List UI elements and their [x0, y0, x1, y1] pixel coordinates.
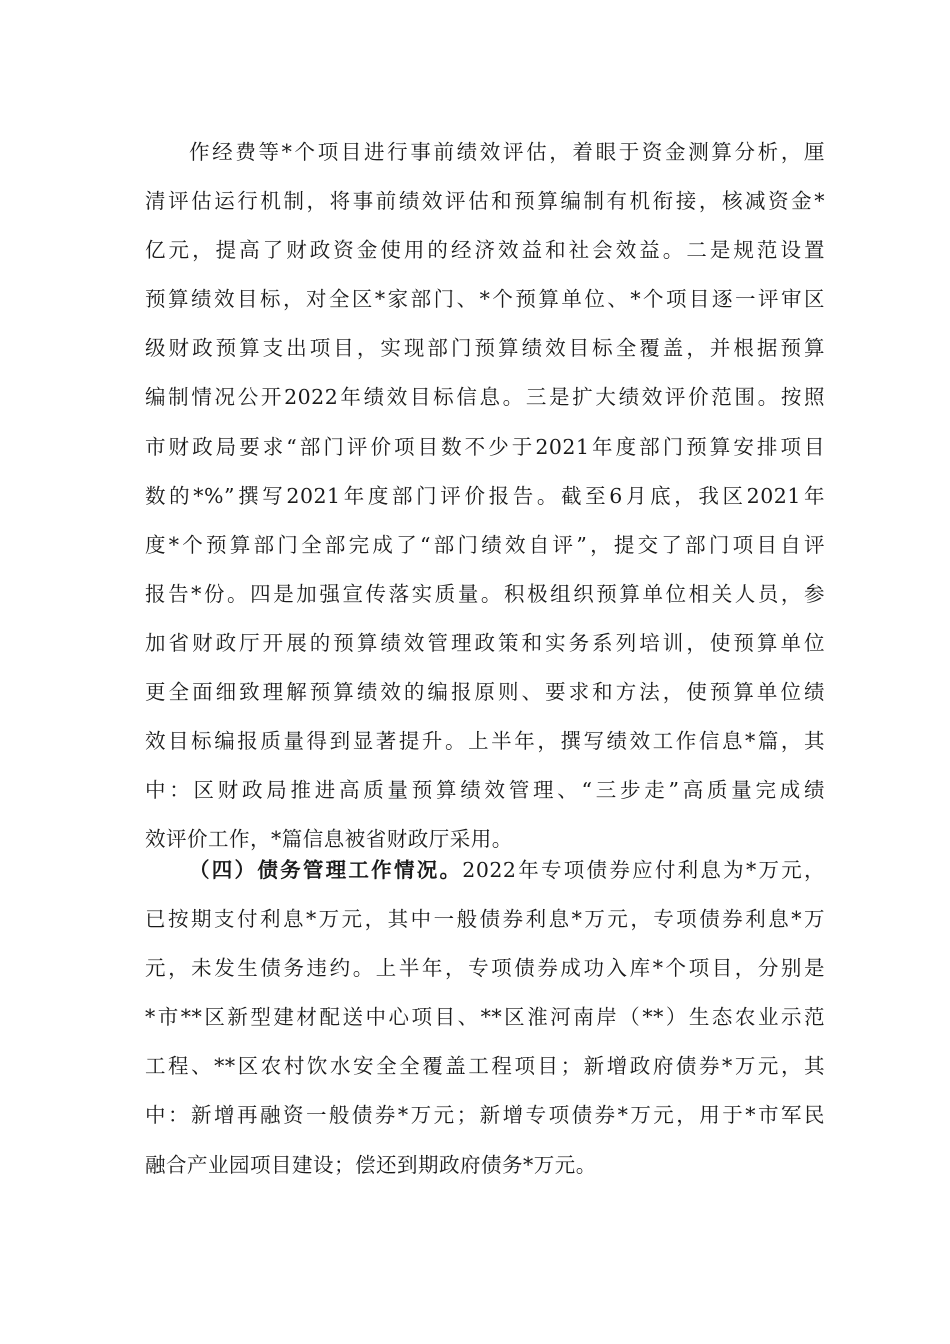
text-line: 融合产业园项目建设；偿还到期政府债务*万元。 — [145, 1152, 597, 1177]
text-line: 作经费等*个项目进行事前绩效评估，着眼于资金测算分析，厘 — [189, 140, 825, 164]
paragraph-debt-management — [145, 846, 825, 1190]
text-line: 效目标编报质量得到显著提升。上半年，撰写绩效工作信息*篇，其 — [145, 729, 825, 754]
text-line: 中：区财政局推进高质量预算绩效管理、“三步走”高质量完成绩 — [145, 778, 825, 803]
text-line: 已按期支付利息*万元，其中一般债券利息*万元，专项债券利息*万 — [145, 907, 825, 932]
text-line: 数的*%”撰写2021年度部门评价报告。截至6月底，我区2021年 — [145, 483, 825, 508]
text-line: 级财政预算支出项目，实现部门预算绩效目标全覆盖，并根据预算 — [145, 336, 825, 361]
text-line: 预算绩效目标，对全区*家部门、*个预算单位、*个项目逐一评审区 — [145, 287, 825, 312]
text-line: 清评估运行机制，将事前绩效评估和预算编制有机衔接，核减资金* — [145, 189, 825, 214]
text-line: 元，未发生债务违约。上半年，专项债券成功入库*个项目，分别是 — [145, 956, 825, 981]
text-line: 效评价工作，*篇信息被省财政厅采用。 — [145, 827, 513, 852]
text-run: 2022年专项债券应付利息为*万元， — [462, 858, 826, 882]
section-heading: （四）债务管理工作情况。 — [189, 858, 463, 882]
text-line: 更全面细致理解预算绩效的编报原则、要求和方法，使预算单位绩 — [145, 680, 825, 705]
text-line: 编制情况公开2022年绩效目标信息。三是扩大绩效评价范围。按照 — [145, 385, 825, 410]
text-line: *市**区新型建材配送中心项目、**区淮河南岸（**）生态农业示范 — [145, 1005, 825, 1030]
paragraph-first-line — [145, 846, 825, 895]
text-line: 中：新增再融资一般债券*万元；新增专项债券*万元，用于*市军民 — [145, 1103, 825, 1128]
text-line: 亿元，提高了财政资金使用的经济效益和社会效益。二是规范设置 — [145, 238, 825, 263]
paragraph-performance-evaluation — [145, 128, 825, 864]
text-line: 报告*份。四是加强宣传落实质量。积极组织预算单位相关人员，参 — [145, 581, 825, 606]
text-line: 加省财政厅开展的预算绩效管理政策和实务系列培训，使预算单位 — [145, 630, 825, 655]
text-line: 市财政局要求“部门评价项目数不少于2021年度部门预算安排项目 — [145, 434, 825, 459]
text-line: 工程、**区农村饮水安全全覆盖工程项目；新增政府债券*万元，其 — [145, 1054, 825, 1079]
text-line: 度*个预算部门全部完成了“部门绩效自评”，提交了部门项目自评 — [145, 532, 825, 557]
